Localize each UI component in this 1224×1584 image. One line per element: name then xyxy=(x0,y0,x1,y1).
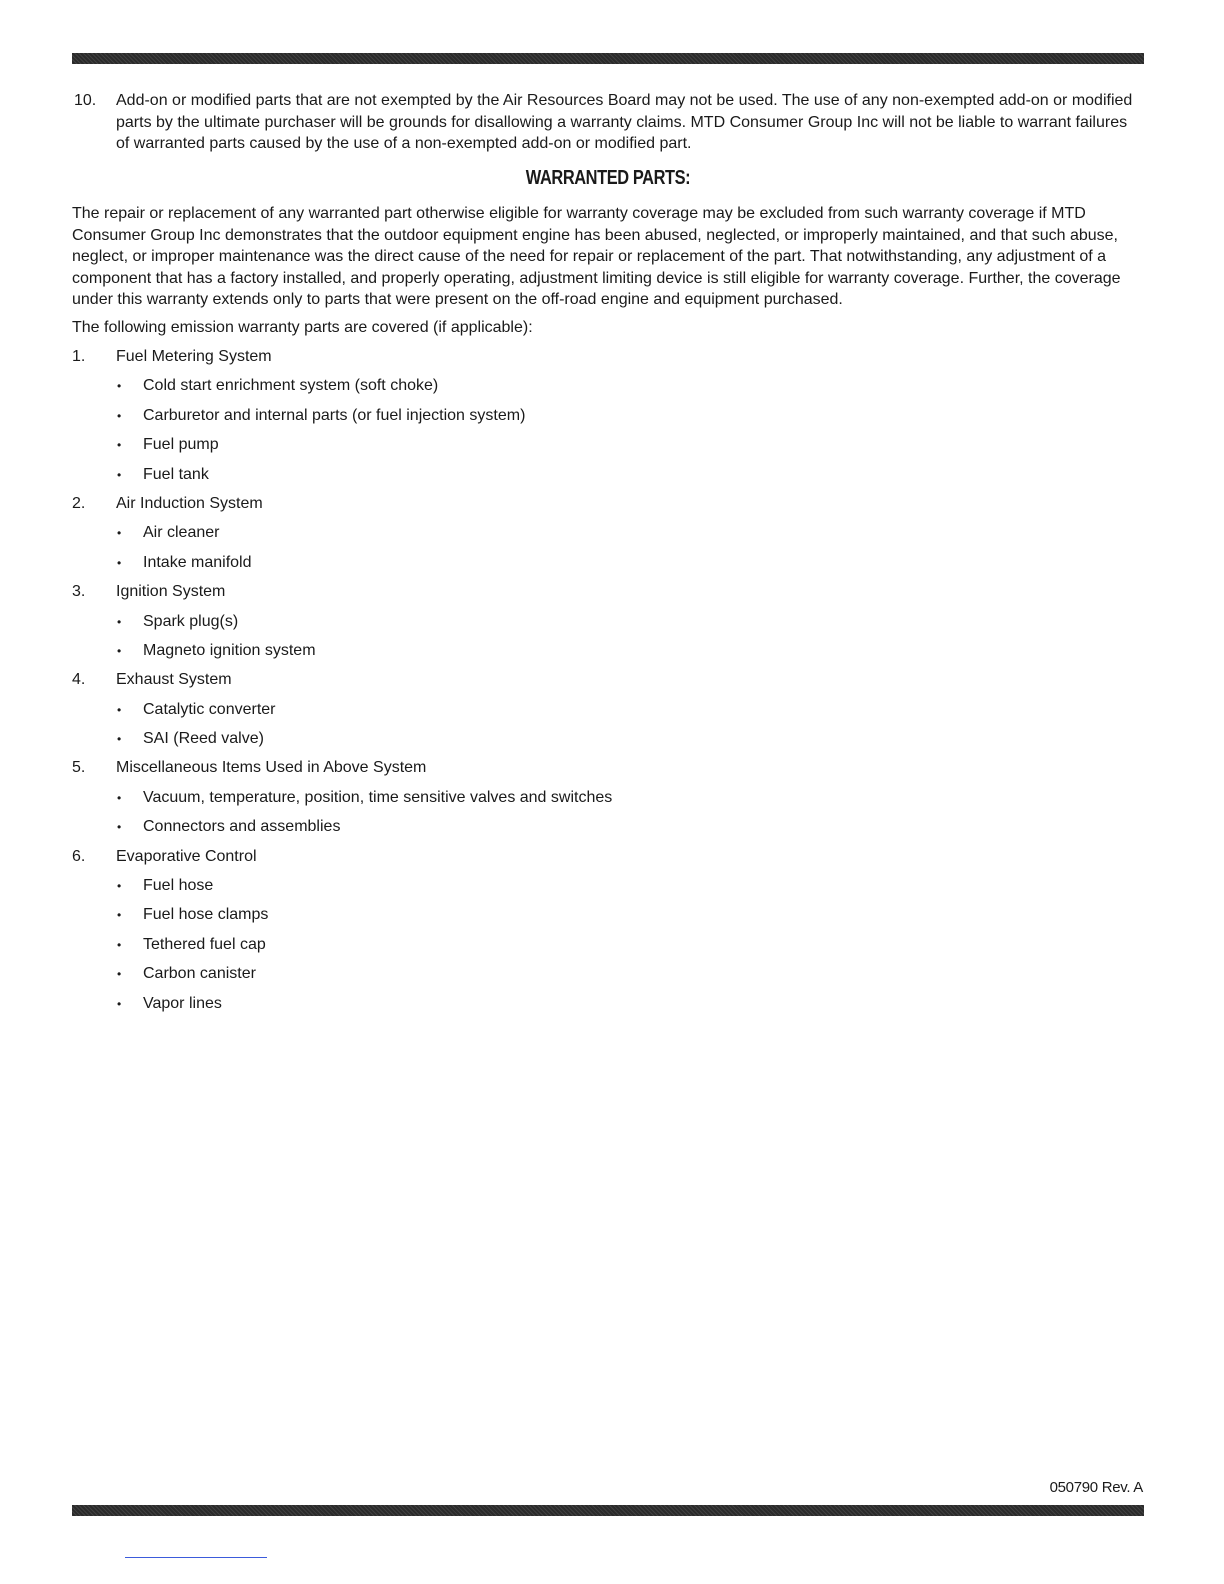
bullet-icon: • xyxy=(117,790,122,805)
bullet-icon: • xyxy=(117,820,122,835)
part-label: Magneto ignition system xyxy=(143,641,316,659)
bullet-icon: • xyxy=(117,438,122,453)
bullet-icon: • xyxy=(117,908,122,923)
bullet-icon: • xyxy=(117,467,122,482)
system-title: Air Induction System xyxy=(116,494,263,512)
parts-intro: The following emission warranty parts are covered (if applicable): xyxy=(72,319,533,336)
part-item xyxy=(72,994,1144,1023)
bullet-icon: • xyxy=(117,555,122,570)
part-label: Vacuum, temperature, position, time sensitive valves and switches xyxy=(143,788,613,806)
part-label: Cold start enrichment system (soft choke) xyxy=(143,377,439,395)
part-label: Intake manifold xyxy=(143,553,252,571)
part-label: Carbon canister xyxy=(143,965,256,983)
system-title: Miscellaneous Items Used in Above System xyxy=(116,759,427,777)
system-number: 6. xyxy=(72,847,86,865)
system-title: Ignition System xyxy=(116,583,226,601)
part-label: SAI (Reed valve) xyxy=(143,730,264,748)
part-item xyxy=(72,729,1144,758)
system-number: 1. xyxy=(72,348,86,365)
system-number: 5. xyxy=(72,759,86,777)
part-label: Air cleaner xyxy=(143,524,220,542)
part-item xyxy=(72,553,1144,582)
system-title: Evaporative Control xyxy=(116,847,257,865)
system-title: Fuel Metering System xyxy=(116,348,272,365)
system-item xyxy=(72,670,1144,699)
top-rule xyxy=(72,53,1144,64)
part-item xyxy=(72,905,1144,934)
part-label: Vapor lines xyxy=(143,994,222,1012)
part-label: Fuel hose clamps xyxy=(143,906,269,924)
part-item xyxy=(72,935,1144,964)
part-label: Tethered fuel cap xyxy=(143,935,266,953)
bullet-icon: • xyxy=(117,967,122,982)
part-item xyxy=(72,376,1144,405)
part-item xyxy=(72,465,1144,494)
system-item xyxy=(72,758,1144,787)
part-item xyxy=(72,435,1144,464)
part-label: Catalytic converter xyxy=(143,700,276,718)
item-10 xyxy=(72,90,1144,155)
warranted-parts-list xyxy=(72,347,1144,1023)
link-underline xyxy=(125,1557,267,1558)
system-number: 2. xyxy=(72,494,86,512)
part-label: Fuel tank xyxy=(143,465,209,483)
part-item xyxy=(72,700,1144,729)
bottom-rule xyxy=(72,1505,1144,1516)
bullet-icon: • xyxy=(117,996,122,1011)
warranty-paragraph: The repair or replacement of any warranted part otherwise eligible for warranty coverage may be excluded from such warranty coverage if MTD Consumer Group Inc demonstrates that the outdoor equipment engine has been abused, neglected, or improperly maintained, and that such abuse, neglect, or improper maintenance was the direct cause of the need for repair or replacement of the part. That notwithstanding, any adjustment of a component that has a factory installed, and properly operating, adjustment limiting device is still eligible for warranty coverage. Further, the coverage under this warranty extends only to parts that were present on the off-road engine and equipment purchased. xyxy=(72,205,1121,308)
part-label: Fuel hose xyxy=(143,877,214,895)
part-label: Connectors and assemblies xyxy=(143,818,341,836)
item-10-text: Add-on or modified parts that are not exempted by the Air Resources Board may not be used. The use of any non-exempted add-on or modified parts by the ultimate purchaser will be grounds for disallowing a warranty claims. MTD Consumer Group Inc will not be liable to warrant failures of warranted parts caused by the use of a non-exempted add-on or modified part. xyxy=(116,92,1133,152)
part-item xyxy=(72,641,1144,670)
bullet-icon: • xyxy=(117,614,122,629)
item-10-number: 10. xyxy=(74,92,97,109)
part-item xyxy=(72,876,1144,905)
bullet-icon: • xyxy=(117,702,122,717)
part-item xyxy=(72,817,1144,846)
part-label: Carburetor and internal parts (or fuel injection system) xyxy=(143,406,526,424)
system-item xyxy=(72,494,1144,523)
bullet-icon: • xyxy=(117,732,122,747)
revision-label: 050790 Rev. A xyxy=(1049,1479,1143,1496)
bullet-icon: • xyxy=(117,937,122,952)
system-item xyxy=(72,847,1144,876)
system-title: Exhaust System xyxy=(116,671,232,689)
bullet-icon: • xyxy=(117,643,122,658)
bullet-icon: • xyxy=(117,526,122,541)
section-heading: WARRANTED PARTS: xyxy=(525,167,691,189)
system-number: 4. xyxy=(72,671,86,689)
bullet-icon: • xyxy=(117,408,122,423)
part-item xyxy=(72,612,1144,641)
part-item xyxy=(72,406,1144,435)
part-label: Fuel pump xyxy=(143,436,219,454)
system-item xyxy=(72,347,1144,376)
part-item xyxy=(72,788,1144,817)
part-item xyxy=(72,523,1144,552)
bullet-icon: • xyxy=(117,879,122,894)
part-item xyxy=(72,964,1144,993)
system-item xyxy=(72,582,1144,611)
system-number: 3. xyxy=(72,583,86,601)
part-label: Spark plug(s) xyxy=(143,612,239,630)
bullet-icon: • xyxy=(117,379,122,394)
